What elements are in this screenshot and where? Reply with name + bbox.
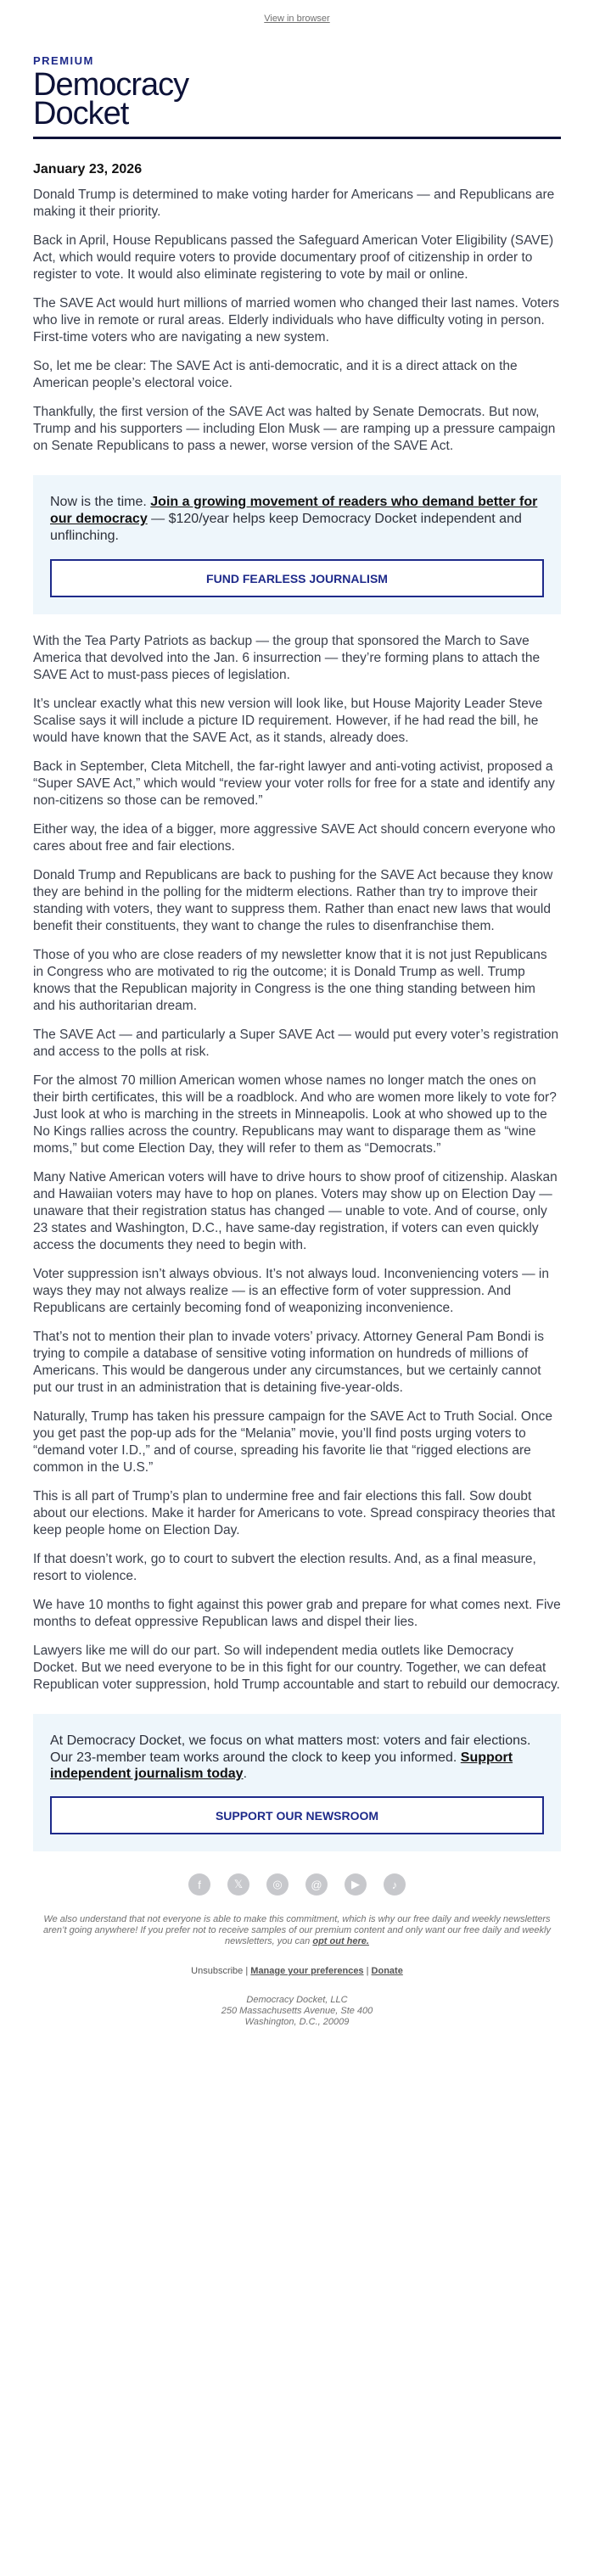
article-paragraph: We have 10 months to fight against this power grab and prepare for what comes next. Five months to defeat oppressive Republican laws and dispel their lies. [33,1598,561,1629]
article-paragraph: Those of you who are close readers of my newsletter know that it is not just Republicans in Congress who are motivated to rig the outcome; it is Donald Trump as well. Trump knows that the Republican majority in Congress is the one thing standing between him and his authoritarian dream. [33,948,547,1013]
footer-links [33,1966,561,1976]
article-paragraph: With the Tea Party Patriots as backup — the group that sponsored the March to Save America that devolved into the Jan. 6 insurrection — they’re forming plans to attach the SAVE Act to must-pass pieces of legislation. [33,634,541,682]
support-journalism-link[interactable]: Support independent journalism today [50,1750,513,1781]
support-our-newsroom-button[interactable]: SUPPORT OUR NEWSROOM [50,1796,544,1834]
logo-line-1: Democracy [33,67,189,103]
mailing-address [33,1995,561,2028]
article-paragraph: The SAVE Act would hurt millions of married women who changed their last names. Voters who live in remote or rural areas. Elderly individuals who have difficulty voting in person. First-time voters who are navigating a new system. [33,296,560,344]
youtube-icon[interactable]: ▶ [345,1873,367,1896]
tiktok-icon[interactable]: ♪ [384,1873,406,1896]
article-paragraph: The SAVE Act — and particularly a Super SAVE Act — would put every voter’s registration and access to the polls at risk. [33,1028,559,1059]
article-paragraph: This is all part of Trump’s plan to undermine free and fair elections this fall. Sow doubt about our elections. Make it harder for Americans to vote. Spread conspiracy theories that keep people home on Election Day. [33,1489,556,1537]
article-paragraph: Donald Trump and Republicans are back to pushing for the SAVE Act because they know they are behind in the polling for the midterm elections. Rather than try to improve their standing with voters, they want to suppress them. Rather than enact new laws that would benefit their constituents, they want to change the rules to disenfranchise them. [33,868,553,933]
callout-2-lead: At Democracy Docket, we focus on what matters most: voters and fair elections. Our 23-member team works around the clock to keep you informed. [50,1733,531,1765]
instagram-icon[interactable]: ◎ [266,1873,289,1896]
article-paragraph: Voter suppression isn’t always obvious. It’s not always loud. Inconveniencing voters — in ways they may not always realize — is an effective form of voter suppression. And Republicans are certainly becoming fond of weaponizing inconvenience. [33,1267,549,1315]
article-paragraph: Thankfully, the first version of the SAVE Act was halted by Senate Democrats. But now, Trump and his supporters — including Elon Musk — are ramping up a pressure campaign on Senate Republicans to pass a newer, worse version of the SAVE Act. [33,405,556,453]
donate-link[interactable]: Donate [371,1966,403,1976]
brand-header [33,37,561,132]
article-paragraph: It’s unclear exactly what this new version will look like, but House Majority Leader Steve Scalise says it will include a picture ID requirement. However, if he had read the bill, he would have known that the SAVE Act, as it stands, already does. [33,697,543,745]
democracy-docket-logo[interactable] [33,67,561,132]
premium-label: PREMIUM [33,54,94,67]
x-icon[interactable]: 𝕏 [227,1873,249,1896]
opt-out-link[interactable]: opt out here. [312,1936,369,1946]
article-paragraph: Many Native American voters will have to drive hours to show proof of citizenship. Alaskan and Hawaiian voters may have to hop on planes. Voters may show up on Election Day — unaware that their registration status has changed — unable to vote. And of course, only 23 states and Washington, D.C., have same-day registration, if voters can even quickly access the documents they need to begin with. [33,1170,558,1252]
email-content [33,37,561,2045]
facebook-icon[interactable]: f [188,1873,210,1896]
article-paragraph: Naturally, Trump has taken his pressure campaign for the SAVE Act to Truth Social. Once you get past the pop-up ads for the “Melania” movie, you’ll find posts urging voters to “demand voter I.D.,” and of course, spreading his favorite lie that “rigged elections are common in the U.S.” [33,1409,552,1475]
article-paragraph: Back in September, Cleta Mitchell, the far-right lawyer and anti-voting activist, proposed a “Super SAVE Act,” which would “review your voter rolls for free for a state and identify any non-citizens so those can be removed.” [33,759,555,808]
social-links [33,1873,561,1896]
article-body-part-2 [33,633,561,1694]
article-paragraph: That’s not to mention their plan to invade voters’ privacy. Attorney General Pam Bondi is trying to compile a database of sensitive voting information on hundreds of millions of Americans. This would be dangerous under any circumstances, but we certainly cannot put our trust in an administration that is detaining five-year-olds. [33,1330,544,1395]
fine-print-text: We also understand that not everyone is able to make this commitment, which is why our free daily and weekly newsletters aren’t going anywhere! If you prefer not to receive samples of our premium content and only want our free daily and weekly newsletters, you can [43,1914,551,1946]
donation-callout-1 [33,475,561,614]
join-movement-link[interactable]: Join a growing movement of readers who demand better for our democracy [50,495,538,526]
logo-line-2: Docket [33,96,129,132]
fund-fearless-journalism-button[interactable]: FUND FEARLESS JOURNALISM [50,559,544,597]
callout-text-2 [50,1733,544,1782]
address-line: Washington, D.C., 20009 [244,2017,350,2027]
header-divider [33,137,561,139]
callout-text [50,494,544,545]
fine-print [33,1914,561,1947]
topbar [0,0,594,37]
threads-icon[interactable]: @ [305,1873,328,1896]
article-paragraph: For the almost 70 million American women whose names no longer match the ones on their birth certificates, this will be a roadblock. And who are women more likely to vote for? Just look at who is marching in the streets in Minneapolis. Look at who showed up to the No Kings rallies across the country. Republicans may want to disparage them as “wine moms,” but come Election Day, they will refer to them as “Democrats.” [33,1073,557,1156]
article-paragraph: Either way, the idea of a bigger, more aggressive SAVE Act should concern everyone who cares about free and fair elections. [33,822,556,854]
address-line: Democracy Docket, LLC [246,1995,348,2005]
unsubscribe-link[interactable]: Unsubscribe [191,1966,244,1976]
view-in-browser-link[interactable]: View in browser [264,14,330,24]
address-line: 250 Massachusetts Avenue, Ste 400 [221,2006,373,2016]
link-separator: | [363,1966,372,1976]
callout-2-tail: . [243,1767,248,1781]
article-body-part-1 [33,187,561,455]
article-paragraph: Donald Trump is determined to make voting harder for Americans — and Republicans are making it their priority. [33,188,555,219]
bottom-spacer [33,2028,561,2045]
article-paragraph: Back in April, House Republicans passed the Safeguard American Voter Eligibility (SAVE) Act, which would require voters to provide documentary proof of citizenship in order to register to vote. It would also eliminate registering to vote by mail or online. [33,233,554,282]
article-paragraph: If that doesn’t work, go to court to subvert the election results. And, as a final measure, resort to violence. [33,1552,536,1583]
newsletter-date: January 23, 2026 [33,162,143,176]
link-separator: | [243,1966,251,1976]
callout-tail: — $120/year helps keep Democracy Docket independent and unflinching. [50,512,522,543]
article-paragraph: So, let me be clear: The SAVE Act is anti-democratic, and it is a direct attack on the American people’s electoral voice. [33,359,518,390]
manage-preferences-link[interactable]: Manage your preferences [250,1966,364,1976]
callout-lead: Now is the time. [50,495,151,509]
donation-callout-2 [33,1714,561,1851]
article-paragraph: Lawyers like me will do our part. So will independent media outlets like Democracy Docket. But we need everyone to be in this fight for our country. Together, we can defeat Republican voter suppression, hold Trump accountable and start to rebuild our democracy. [33,1644,560,1692]
